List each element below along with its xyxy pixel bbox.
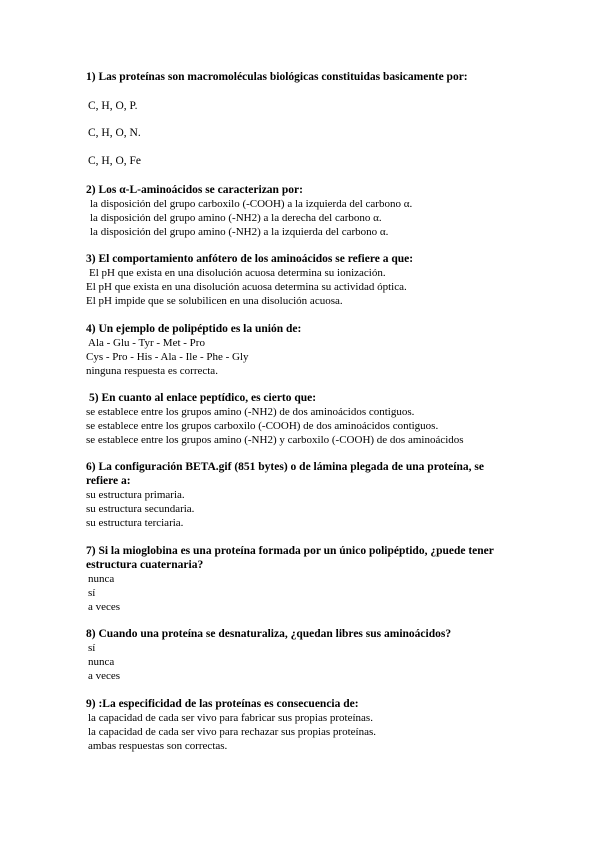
answer-option[interactable]: la disposición del grupo amino (-NH2) a la izquierda del carbono α. xyxy=(90,226,389,239)
answer-option[interactable]: El pH impide que se solubilicen en una disolución acuosa. xyxy=(86,295,343,308)
answer-option[interactable]: su estructura terciaria. xyxy=(86,517,184,530)
answer-option[interactable]: C, H, O, Fe xyxy=(88,155,142,167)
question-7 xyxy=(86,544,506,615)
answer-option[interactable]: ninguna respuesta es correcta. xyxy=(86,365,218,378)
question-9 xyxy=(86,697,526,754)
question-3 xyxy=(86,252,526,309)
answer-option[interactable]: a veces xyxy=(88,670,121,683)
answer-option[interactable]: la capacidad de cada ser vivo para rechazar sus propias proteínas. xyxy=(88,726,376,739)
answer-option[interactable]: El pH que exista en una disolución acuosa determina su actividad óptica. xyxy=(86,281,407,294)
question-5 xyxy=(86,391,526,448)
question-title: 4) Un ejemplo de polipéptido es la unión de: xyxy=(86,323,302,335)
answer-option[interactable]: Cys - Pro - His - Ala - Ile - Phe - Gly xyxy=(86,351,249,364)
question-title: 9) :La especificidad de las proteínas es consecuencia de: xyxy=(86,698,359,710)
answer-option[interactable]: la disposición del grupo amino (-NH2) a la derecha del carbono α. xyxy=(90,212,382,225)
answer-option[interactable]: a veces xyxy=(88,601,121,614)
answer-option[interactable]: se establece entre los grupos carboxilo (-COOH) de dos aminoácidos contiguos. xyxy=(86,420,439,433)
answer-option[interactable]: se establece entre los grupos amino (-NH2) de dos aminoácidos contiguos. xyxy=(86,406,415,418)
answer-option[interactable]: la disposición del grupo carboxilo (-COOH) a la izquierda del carbono α. xyxy=(90,198,413,210)
question-2 xyxy=(86,183,526,240)
question-6 xyxy=(86,460,516,531)
question-title: 2) Los α-L-aminoácidos se caracterizan por: xyxy=(86,184,303,196)
answer-option[interactable]: se establece entre los grupos amino (-NH2) y carboxilo (-COOH) de dos aminoácidos xyxy=(86,434,464,447)
question-4 xyxy=(86,322,526,379)
answer-option[interactable]: su estructura primaria. xyxy=(86,489,185,501)
answer-option[interactable]: sí xyxy=(88,587,96,600)
question-title: 5) En cuanto al enlace peptídico, es cierto que: xyxy=(89,392,317,404)
question-title: 1) Las proteínas son macromoléculas biológicas constituidas basicamente por: xyxy=(86,71,468,83)
answer-option[interactable]: C, H, O, P. xyxy=(88,100,138,112)
question-title: 6) La configuración BETA.gif (851 bytes) o de lámina plegada de una proteína, se refiere a: xyxy=(86,461,484,487)
answer-option[interactable]: Ala - Glu - Tyr - Met - Pro xyxy=(88,337,205,349)
answer-option[interactable]: sí xyxy=(88,642,96,654)
answer-option[interactable]: C, H, O, N. xyxy=(88,127,141,139)
answer-option[interactable]: El pH que exista en una disolución acuosa determina su ionización. xyxy=(89,267,386,279)
answer-option[interactable]: su estructura secundaria. xyxy=(86,503,195,516)
question-8 xyxy=(86,627,526,684)
answer-option[interactable]: nunca xyxy=(88,656,115,669)
question-title: 3) El comportamiento anfótero de los aminoácidos se refiere a que: xyxy=(86,253,414,265)
answer-option[interactable]: ambas respuestas son correctas. xyxy=(88,740,228,753)
answer-option[interactable]: la capacidad de cada ser vivo para fabricar sus propias proteínas. xyxy=(88,712,373,724)
question-title: 7) Si la mioglobina es una proteína formada por un único polipéptido, ¿puede tener estructura cuaternaria? xyxy=(86,545,494,571)
answer-option[interactable]: nunca xyxy=(88,573,115,585)
question-title: 8) Cuando una proteína se desnaturaliza, ¿quedan libres sus aminoácidos? xyxy=(86,628,452,640)
